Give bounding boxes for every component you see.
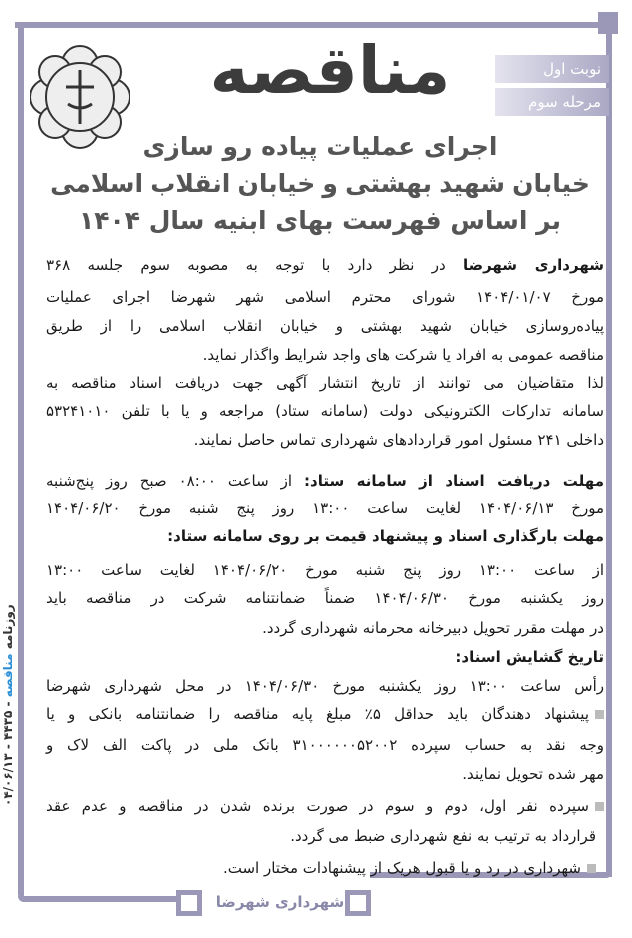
bullet-item: [56, 858, 596, 878]
body-line: رأس ساعت ۱۳:۰۰ روز یکشنبه مورخ ۱۴۰۴/۰۶/۳۰ در محل شهرداری شهرضا: [46, 677, 604, 695]
footer-square-left: [176, 890, 202, 916]
municipality-name: شهرداری شهرضا: [462, 256, 604, 274]
body-line: سامانه تدارکات الکترونیکی دولت (سامانه ستاد) مراجعه و یا با تلفن ۵۳۲۴۱۰۱۰: [46, 402, 604, 420]
bullet-icon: [595, 710, 604, 719]
subtitle-line-1: اجرای عملیات پیاده رو سازی: [142, 132, 498, 161]
body-line: مهر شده تحویل نمایند.: [462, 765, 604, 783]
body-line: مناقصه عمومی به افراد یا شرکت های واجد شرایط واگذار نماید.: [202, 346, 604, 364]
body-line: در مهلت مقرر تحویل دبیرخانه محرمانه شهرداری گردد.: [262, 619, 604, 637]
page-title: مناقصه: [209, 32, 451, 109]
body-line: مورخ ۱۴۰۴/۰۱/۰۷ شورای محترم اسلامی شهر شهرضا اجرای عملیات: [46, 288, 604, 306]
frame-right-border: [606, 22, 612, 877]
footer-signature: شهرداری شهرضا: [215, 893, 345, 911]
body-line: لذا متقاضیان می توانند از تاریخ انتشار آگهی جهت دریافت اسناد مناقصه به: [46, 374, 604, 392]
frame-bottom-border-left: [18, 896, 176, 902]
side-caption-issue: - ۴۴۳۵ - ۰۴/۰۶/۱۳: [1, 701, 15, 806]
newspaper-side-caption: [0, 560, 16, 850]
body-line: پیاده‌روسازی خیابان شهید بهشتی و خیابان انقلاب اسلامی را از طریق: [46, 317, 604, 335]
bullet-icon: [587, 864, 596, 873]
body-text: شهرداری در رد و یا قبول هریک از پیشنهادات مختار است.: [222, 859, 581, 877]
subtitle-line-3: بر اساس فهرست بهای ابنیه سال ۱۴۰۴: [78, 206, 562, 235]
body-text: پیشنهاد دهندگان باید حداقل ۵٪ مبلغ پایه مناقصه را ضمانتنامه بانکی و یا: [46, 705, 590, 723]
side-caption-brand: مناقصه: [1, 653, 15, 698]
body-text: در نظر دارد با توجه به مصوبه سوم جلسه ۳۶۸: [46, 256, 446, 274]
bullet-item: [46, 796, 604, 816]
side-caption-prefix: روزنامه: [1, 604, 15, 650]
body-line: مورخ ۱۴۰۴/۰۶/۱۳ لغایت ساعت ۱۳:۰۰ روز پنج شنبه مورخ ۱۴۰۴/۰۶/۲۰: [46, 499, 605, 517]
bullet-item: [46, 704, 604, 724]
section-heading-download: مهلت دریافت اسناد از سامانه ستاد:: [304, 472, 604, 490]
body-line: [46, 647, 604, 667]
frame-left-border: [18, 22, 24, 900]
body-line: [46, 471, 604, 491]
frame-top-border: [15, 22, 615, 28]
body-line: قرارداد به ترتیب به نفع شهرداری ضبط می گردد.: [290, 827, 596, 845]
body-line: داخلی ۲۴۱ مسئول امور قراردادهای شهرداری تماس حاصل نمایند.: [193, 431, 604, 449]
subtitle-line-2: خیابان شهید بهشتی و خیابان انقلاب اسلامی: [50, 169, 590, 198]
stage-badge: مرحله سوم: [495, 88, 609, 116]
bullet-icon: [595, 802, 604, 811]
body-line: [46, 526, 604, 546]
body-line: [46, 255, 604, 275]
body-text: سپرده نفر اول، دوم و سوم در صورت برنده شدن در مناقصه و عدم عقد: [46, 797, 589, 815]
body-line: وجه نقد به حساب سپرده ۳۱۰۰۰۰۰۰۵۲۰۰۲ بانک ملی در پاکت الف لاک و: [46, 736, 604, 754]
body-line: روز یکشنبه مورخ ۱۴۰۴/۰۶/۳۰ ضمناً ضمانتنامه شرکت در مناقصه باید: [46, 589, 604, 607]
section-heading-upload: مهلت بارگذاری اسناد و پیشنهاد قیمت بر روی سامانه ستاد:: [167, 527, 604, 545]
section-heading-opening: تاریخ گشایش اسناد:: [455, 648, 604, 666]
body-line: از ساعت ۱۳:۰۰ روز پنج شنبه مورخ ۱۴۰۴/۰۶/۲۰ لغایت ساعت ۱۳:۰۰: [46, 561, 604, 579]
body-text: از ساعت ۰۸:۰۰ صبح روز پنج‌شنبه: [46, 472, 293, 490]
round-badge: نوبت اول: [495, 55, 609, 83]
